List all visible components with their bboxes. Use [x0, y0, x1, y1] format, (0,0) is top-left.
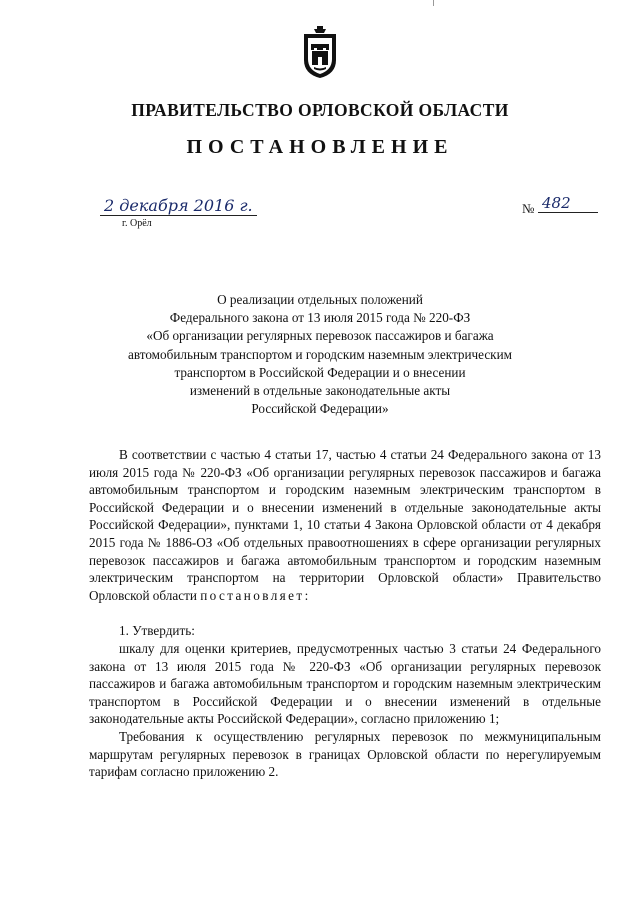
document-body: [89, 446, 601, 781]
subject-line: Федерального закона от 13 июля 2015 года № 220-ФЗ: [169, 310, 471, 326]
decree-word: постановляет:: [200, 587, 311, 603]
item-1-heading: 1. Утвердить:: [119, 623, 195, 639]
document-number: 482: [538, 194, 598, 213]
scan-mark: [433, 0, 434, 6]
subject-line: транспортом в Российской Федерации и о внесении: [174, 364, 466, 380]
subject-line: Российской Федерации»: [251, 401, 389, 417]
coat-of-arms-icon: [300, 24, 340, 80]
government-title: ПРАВИТЕЛЬСТВО ОРЛОВСКОЙ ОБЛАСТИ: [131, 100, 509, 120]
subject-line: автомобильным транспортом и городским наземным электрическим: [128, 346, 512, 362]
number-label: №: [522, 201, 535, 216]
document-subject: [80, 291, 560, 418]
item-1-paragraph-2: Требования к осуществлению регулярных перевозок по межмуниципальным маршрутам регулярных перевозок в границах Орловской области по нерегулируемым тарифам согласно приложению 2.: [89, 728, 601, 780]
subject-line: О реализации отдельных положений: [217, 292, 423, 307]
city-label: г. Орёл: [122, 218, 152, 229]
subject-line: «Об организации регулярных перевозок пассажиров и багажа: [146, 328, 494, 344]
preamble-text: В соответствии с частью 4 статьи 17, частью 4 статьи 24 Федерального закона от 13 июля 2015 года № 220-ФЗ «Об организации регулярных перевозок пассажиров и багажа автомобильным транспортом и городским наземным электрическим транспортом в Российской Федерации и о внесении изменений в отдельные законодательные акты Российской Федерации», пунктами 1, 10 статьи 4 Закона Орловской области от 4 декабря 2015 года № 1886-ОЗ «Об отдельных правоотношениях в сфере организации регулярных перевозок пассажиров и багажа автомобильным транспортом и городским наземным электрическим транспортом на территории Орловской области» Правительство Орловской области: [89, 447, 601, 603]
item-1-paragraph-1: шкалу для оценки критериев, предусмотренных частью 3 статьи 24 Федерального закона от 13 июля 2015 года № 220-ФЗ «Об организации регулярных перевозок пассажиров и багажа автомобильным транспортом и городским наземным электрическим транспортом в Российской Федерации и о внесении изменений в отдельные законодательные акты Российской Федерации», согласно приложению 1;: [89, 640, 601, 727]
preamble-paragraph: [89, 446, 601, 604]
subject-line: изменений в отдельные законодательные акты: [189, 383, 451, 399]
document-date: 2 декабря 2016 г.: [100, 196, 257, 216]
document-type-title: ПОСТАНОВЛЕНИЕ: [186, 136, 454, 158]
